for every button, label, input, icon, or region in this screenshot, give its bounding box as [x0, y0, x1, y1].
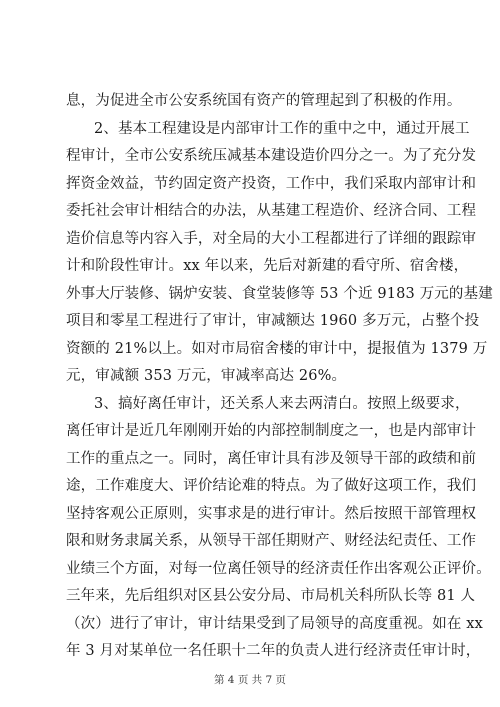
text-line: 项目和零星工程进行了审计，审减额达 1960 多万元，占整个投 [66, 313, 480, 329]
text-line: 限和财务隶属关系，从领导干部任期财产、财经法纪责任、工作 [66, 533, 477, 549]
text-line: 3、搞好离任审计，还关系人来去两清白。按照上级要求， [94, 395, 470, 412]
text-line: 元，审减额 353 万元，审减率高达 26%。 [66, 368, 347, 384]
page-footer: 第 4 页 共 7 页 [213, 674, 287, 686]
text-line: 年 3 月对某单位一名任职十二年的负责人进行经济责任审计时， [66, 643, 481, 659]
text-line: 途，工作难度大、评价结论难的特点。为了做好这项工作，我们 [66, 478, 477, 494]
text-line: 委托社会审计相结合的办法，从基建工程造价、经济合同、工程 [66, 203, 477, 219]
text-line: 坚持客观公正原则，实事求是的进行审计。然后按照干部管理权 [66, 505, 477, 522]
document-body [66, 88, 493, 666]
text-line: 息，为促进全市公安系统国有资产的管理起到了积极的作用。 [66, 93, 462, 109]
text-line: 离任审计是近几年刚刚开始的内部控制制度之一，也是内部审计 [66, 423, 477, 439]
text-line: 业绩三个方面，对每一位离任领导的经济责任作出客观公正评价。 [66, 560, 491, 577]
text-line: 造价信息等内容入手，对全局的大小工程都进行了详细的跟踪审 [66, 230, 477, 247]
text-line: 2、基本工程建设是内部审计工作的重中之中，通过开展工 [94, 120, 470, 137]
text-line: 资额的 21%以上。如对市局宿舍楼的审计中，提报值为 1379 万 [66, 340, 488, 357]
text-line: 外事大厅装修、锅炉安装、食堂装修等 53 个近 9183 万元的基建 [66, 285, 493, 302]
text-line: 程审计，全市公安系统压减基本建设造价四分之一。为了充分发 [66, 148, 477, 164]
text-line: 工作的重点之一。同时，离任审计具有涉及领导干部的政绩和前 [66, 450, 477, 467]
text-line: 计和阶段性审计。xx 年以来，先后对新建的看守所、宿舍楼， [66, 258, 469, 274]
text-line: （次）进行了审计，审计结果受到了局领导的高度重视。如在 xx [66, 615, 483, 632]
text-line: 三年来，先后组织对区县公安分局、市局机关科所队长等 81 人 [66, 588, 476, 604]
text-line: 挥资金效益，节约固定资产投资，工作中，我们采取内部审计和 [66, 175, 477, 192]
